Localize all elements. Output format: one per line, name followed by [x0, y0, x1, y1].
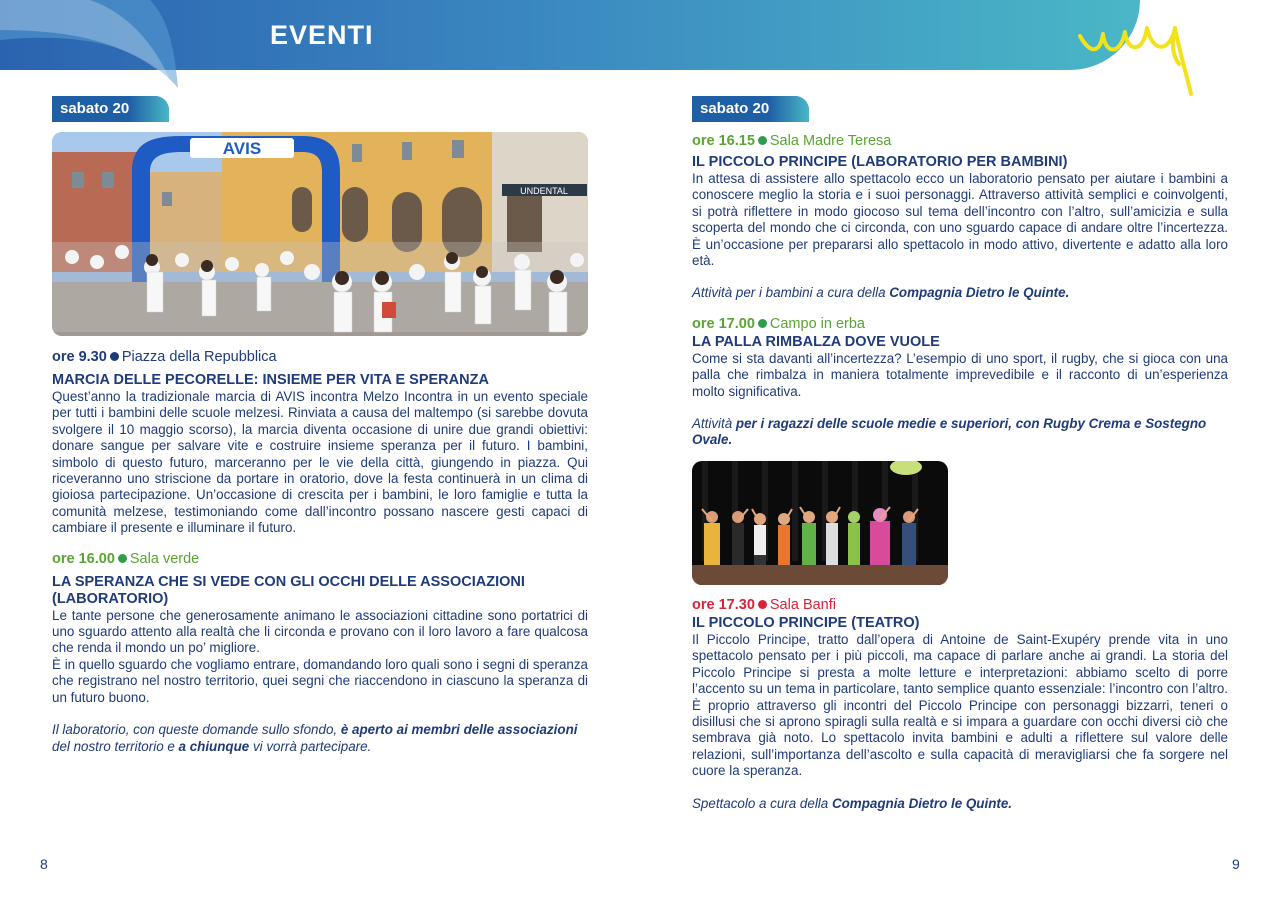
page-number: 8	[40, 856, 48, 872]
theater-photo-art	[692, 461, 948, 585]
event-time-line	[692, 597, 1228, 613]
event-place: Sala Madre Teresa	[769, 133, 892, 149]
event-time: ore 17.00	[692, 315, 755, 332]
event-piccolo-principe-teatro	[692, 597, 1228, 812]
left-page	[52, 96, 588, 755]
shop-sign-text: UNDENTAL	[520, 186, 568, 196]
bullet-dot-icon	[110, 352, 119, 361]
event-piccolo-principe-lab	[692, 133, 1228, 302]
event-speranza	[52, 551, 588, 755]
event-description: Il Piccolo Principe, tratto dall’opera di Antoine de Saint-Exupéry prende vita in uno spettacolo pensato per i più piccoli, ma capace di parlare anche ai grandi. La storia del Piccolo Principe si presta a molte letture e interpretazioni: abbiamo scelto di porre l’accento su un tema in particolare, tanto semplice quanto essenziale: l’incontro con l’altro. È proprio attraverso gli incontri del Piccolo Principe con personaggi bizzarri, teneri o disillusi che si aprono spiragli sulla realtà e si impara a guardare con occhi diversi ciò che sembrava già noto. Lo spettacolo invita bambini e adulti a riflettere sul valore delle relazioni, sull’importanza dell’ascolto e sulla capacità di meravigliarsi che fa sorgere nel cuore la speranza.	[692, 631, 1228, 779]
bullet-dot-icon	[758, 600, 767, 609]
event-title: IL PICCOLO PRINCIPE (LABORATORIO PER BAMBINI)	[692, 154, 1068, 170]
event-title: LA SPERANZA CHE SI VEDE CON GLI OCCHI DELLE ASSOCIAZIONI (LABORATORIO)	[52, 573, 525, 607]
arch-banner-text: AVIS	[222, 139, 262, 158]
event-time-line	[52, 551, 588, 567]
event-description: Le tante persone che generosamente animano le associazioni cittadine sono portatrici di uno sguardo attento alla realtà che li circonda e provano con il loro lavoro a fare qualcosa che renda il mondo un po’ migliore.	[52, 607, 588, 656]
event-place: Campo in erba	[769, 315, 865, 332]
day-tab: sabato 20	[692, 96, 809, 122]
event-description: In attesa di assistere allo spettacolo ecco un laboratorio pensato per aiutare i bambini a conoscere meglio la storia e i suoi personaggi. Attraverso attività semplici e coinvolgenti, si potrà riflettere in modo giocoso sul tema dell’incontro con l’altro, sull’amicizia e sulla scoperta del mondo che ci circonda, con uno sguardo capace di andare oltre l’incertezza. È un’occasione per prepararsi allo spettacolo in modo attivo, divertente e adatto alla loro età.	[692, 171, 1228, 269]
section-title: EVENTI	[270, 20, 374, 50]
bullet-dot-icon	[758, 319, 767, 328]
event-time: ore 16.15	[692, 133, 755, 149]
bullet-dot-icon	[758, 136, 767, 145]
event-place: Piazza della Repubblica	[121, 349, 277, 365]
event-note: Il laboratorio, con queste domande sullo sfondo, è aperto ai membri delle associazioni del nostro territorio e a chiunque vi vorrà partecipare.	[52, 722, 578, 754]
event-time: ore 17.30	[692, 596, 755, 613]
page-number: 9	[1232, 856, 1240, 872]
event-place: Sala Banfi	[769, 596, 836, 613]
event-title: MARCIA DELLE PECORELLE: INSIEME PER VITA E SPERANZA	[52, 372, 489, 388]
squiggle-decoration	[1075, 14, 1195, 98]
event-description: Quest’anno la tradizionale marcia di AVIS incontra Melzo Incontra in un evento speciale per tutti i bambini delle scuole melzesi. Rinviata a causa del maltempo (si sarebbe dovuta svolgere il 10 maggio scorso), la marcia diventa occasione di unire due grandi obiettivi: donare sangue per salvare vite e costruire insieme speranza per il futuro. I bambini, simbolo di questo futuro, marceranno per le vie della città, giungendo in piazza. Qui riceveranno uno striscione da portare in oratorio, dove la festa continuerà in un clima di gioiosa partecipazione. Un’occasione di crescita per i bambini, le loro famiglie e tutta la comunità melzese, testimoniando come dall’incontro possano nascere gesti capaci di cambiare il presente e illuminare il futuro.	[52, 389, 588, 536]
marcia-photo-art	[52, 132, 588, 336]
event-time-line	[692, 133, 1228, 149]
event-note: Attività per i ragazzi delle scuole medie e superiori, con Rugby Crema e Sostegno Ovale.	[692, 416, 1207, 448]
event-time-line	[692, 316, 1228, 332]
event-time-line	[52, 349, 588, 365]
header-swoosh-decoration	[0, 0, 260, 90]
event-description: È in quello sguardo che vogliamo entrare, domandando loro quali sono i segni di speranza che registrano nel nostro territorio, quei segni che riaccendono in ciascuno la speranza di un futuro buono.	[52, 656, 588, 705]
right-page	[692, 96, 1228, 812]
marcia-photo	[52, 132, 588, 336]
day-tab: sabato 20	[52, 96, 169, 122]
event-description: Come si sta davanti all’incertezza? L’esempio di uno sport, il rugby, che si gioca con una palla che rimbalza in maniera totalmente imprevedibile e il racconto di un’esperienza molto significativa.	[692, 350, 1228, 399]
event-palla	[692, 316, 1228, 449]
event-place: Sala verde	[129, 550, 200, 567]
event-time: ore 9.30	[52, 349, 107, 365]
event-note: Spettacolo a cura della Compagnia Dietro le Quinte.	[692, 795, 1013, 811]
event-note: Attività per i bambini a cura della Compagnia Dietro le Quinte.	[692, 285, 1070, 301]
event-title: LA PALLA RIMBALZA DOVE VUOLE	[692, 333, 940, 350]
bullet-dot-icon	[118, 554, 127, 563]
event-marcia	[52, 349, 588, 537]
event-time: ore 16.00	[52, 550, 115, 567]
theater-photo	[692, 461, 948, 585]
event-title: IL PICCOLO PRINCIPE (TEATRO)	[692, 614, 920, 631]
